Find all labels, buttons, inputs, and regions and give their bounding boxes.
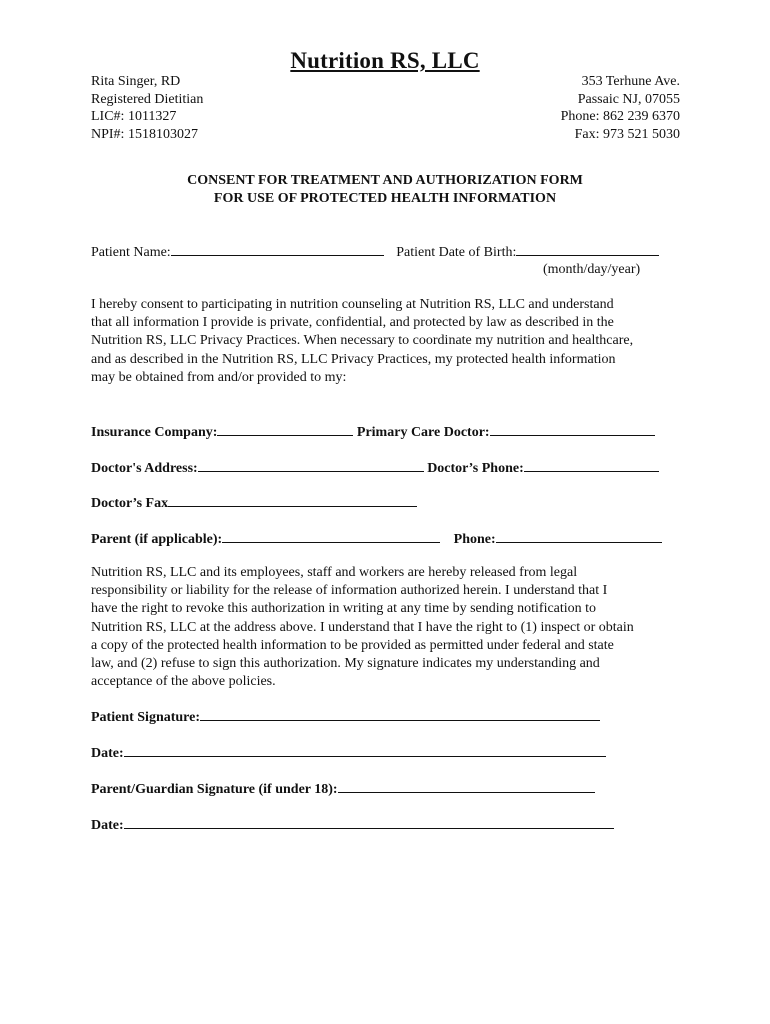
- consent-line: I hereby consent to participating in nutrition counseling at Nutrition RS, LLC and understand: [91, 297, 614, 312]
- patient-signature-field[interactable]: [200, 708, 600, 721]
- patient-dob-field[interactable]: [516, 243, 659, 256]
- form-title-line-2: FOR USE OF PROTECTED HEALTH INFORMATION: [213, 191, 557, 206]
- guardian-signature-row: [91, 780, 681, 798]
- insurance-row: [91, 423, 681, 441]
- doctor-address-label: Doctor's Address:: [91, 461, 198, 476]
- consent-paragraph: [91, 296, 683, 387]
- patient-signature-row: [91, 708, 681, 726]
- pcp-field[interactable]: [490, 423, 655, 436]
- pcp-label: Primary Care Doctor:: [356, 425, 490, 440]
- provider-npi: NPI#: 1518103027: [91, 126, 198, 142]
- company-street: 353 Terhune Ave.: [581, 74, 680, 89]
- consent-line: that all information I provide is private, confidential, and protected by law as described in the: [91, 315, 614, 331]
- parent-row: [91, 530, 681, 548]
- consent-line: Nutrition RS, LLC Privacy Practices. When necessary to coordinate my nutrition and healthcare,: [91, 333, 634, 349]
- date-row-2: [91, 816, 681, 834]
- doctor-phone-label: Doctor’s Phone:: [427, 461, 524, 476]
- doctor-fax-field[interactable]: [168, 494, 417, 507]
- patient-name-field[interactable]: [171, 243, 384, 256]
- phone-label: Phone:: [453, 532, 496, 547]
- provider-name: Rita Singer, RD: [91, 74, 181, 89]
- parent-field[interactable]: [222, 530, 440, 543]
- provider-info: [91, 73, 203, 143]
- patient-name-label: Patient Name:: [91, 245, 171, 260]
- provider-license: LIC#: 1011327: [91, 109, 177, 124]
- release-line: law, and (2) refuse to sign this authorization. My signature indicates my understanding and: [91, 656, 600, 672]
- doctor-phone-field[interactable]: [524, 459, 659, 472]
- company-contact: [561, 73, 680, 143]
- phone-field[interactable]: [496, 530, 662, 543]
- form-title-line-1: CONSENT FOR TREATMENT AND AUTHORIZATION FORM: [187, 173, 583, 188]
- patient-row: [91, 243, 681, 261]
- form-title: [0, 172, 770, 208]
- release-line: Nutrition RS, LLC and its employees, staff and workers are hereby released from legal: [91, 565, 578, 580]
- date-label-2: Date:: [91, 818, 124, 833]
- parent-label: Parent (if applicable):: [91, 532, 223, 547]
- company-city: Passaic NJ, 07055: [577, 91, 680, 107]
- patient-dob-label: Patient Date of Birth:: [396, 245, 517, 260]
- patient-signature-label: Patient Signature:: [91, 710, 201, 725]
- insurance-label: Insurance Company:: [91, 425, 218, 440]
- company-phone: Phone: 862 239 6370: [560, 109, 680, 124]
- company-fax: Fax: 973 521 5030: [574, 126, 680, 142]
- guardian-signature-field[interactable]: [338, 780, 595, 793]
- consent-line: may be obtained from and/or provided to my:: [91, 369, 347, 385]
- doctor-address-row: [91, 459, 681, 477]
- date-field-1[interactable]: [124, 744, 606, 757]
- insurance-field[interactable]: [217, 423, 353, 436]
- doctor-fax-row: [91, 494, 681, 512]
- release-line: have the right to revoke this authorization in writing at any time by sending notification to: [91, 601, 597, 617]
- date-field-2[interactable]: [124, 816, 614, 829]
- guardian-signature-label: Parent/Guardian Signature (if under 18):: [91, 782, 338, 797]
- doctor-address-field[interactable]: [198, 459, 424, 472]
- date-label-1: Date:: [91, 746, 124, 761]
- provider-credential: Registered Dietitian: [91, 91, 204, 107]
- release-line: a copy of the protected health information to be provided as permitted under federal and state: [91, 637, 614, 653]
- company-title: Nutrition RS, LLC: [290, 48, 480, 73]
- dob-format-hint: (month/day/year): [543, 262, 641, 277]
- release-line: Nutrition RS, LLC at the address above. I understand that I have the right to (1) inspect or obtain: [91, 619, 634, 635]
- doctor-fax-label: Doctor’s Fax: [91, 496, 169, 511]
- release-paragraph: [91, 564, 683, 691]
- date-row-1: [91, 744, 681, 762]
- release-line: responsibility or liability for the release of information authorized herein. I understand that I: [91, 583, 608, 599]
- release-line: acceptance of the above policies.: [91, 674, 276, 690]
- consent-line: and as described in the Nutrition RS, LLC Privacy Practices, my protected health information: [91, 351, 616, 367]
